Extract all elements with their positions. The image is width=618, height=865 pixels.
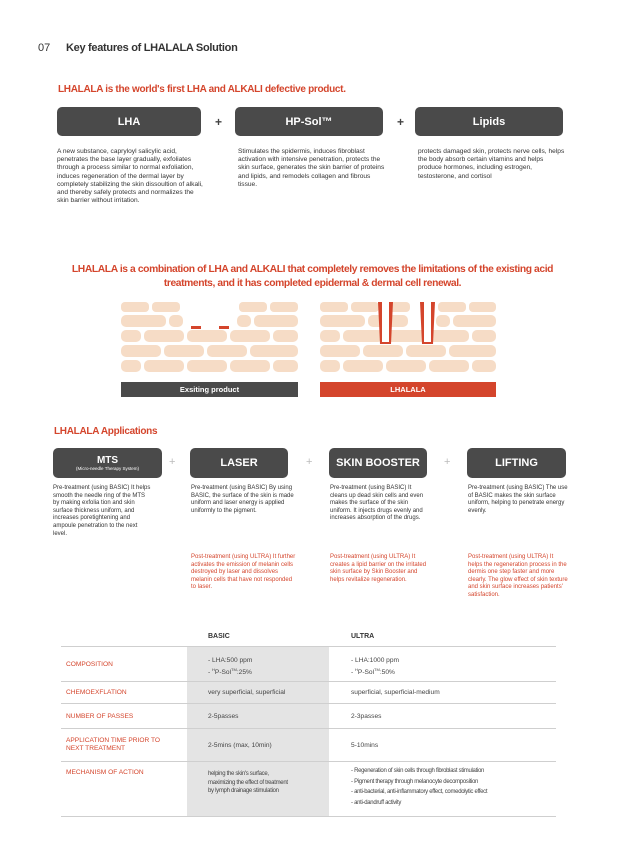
lifting-post: Post-treatment (using ULTRA) It helps the regeneration process in the dermis one step faster and more clearly. The glow effect of skin texture and skin surface increases patients' satisfaction. [468,554,568,598]
plus-icon: + [444,456,451,468]
section1-title: LHALALA is the world's first LHA and ALKALI defective product. [58,84,346,95]
hp-sol-description: Stimulates the spidermis, induces fibroblast activation with intensive penetration, protects the skin surface, generates the skin barrier of proteins and lipids, and remodels collagen and fibrous tissue. [238,148,385,188]
col-header-ultra: ULTRA [351,633,375,640]
lha-pill: LHA [57,107,201,136]
laser-pill: LASER [190,448,288,478]
plus-icon: + [306,456,313,468]
lifting-pill: LIFTING [467,448,566,478]
col-header-basic: BASIC [208,633,230,640]
lifting-pre: Pre-treatment (using BASIC) The use of BASIC makes the skin surface uniform, helping to penetrate energy evenly. [468,485,568,514]
plus-icon: + [169,456,176,468]
laser-pre: Pre-treatment (using BASIC) By using BASIC, the surface of the skin is made uniform and laser energy is applied uniformly to the pigment. [191,485,294,514]
page-title: Key features of LHALALA Solution [66,42,238,54]
table-row: CHEMOEXFLATION very superficial, superficial superficial, superficial-medium [61,682,556,704]
existing-product-illustration [121,302,298,397]
page-number: 07 [38,42,51,54]
table-row: APPLICATION TIME PRIOR TO NEXT TREATMENT 2-5mins (max, 10min) 5-10mins [61,729,556,762]
table-row: NUMBER OF PASSES 2-5passes 2-3passes [61,704,556,729]
applications-title: LHALALA Applications [54,426,158,437]
lhalala-illustration [320,302,496,397]
mts-pre: Pre-treatment (using BASIC) It helps smooth the needle ring of the MTS by making exfolia tion and skin surface thickness uniform, and increases poretightening and ampoule penetration to the next level. [53,485,151,537]
skin-booster-pre: Pre-treatment (using BASIC) It cleans up dead skin cells and even makes the surface of the skin uniform. It injects drugs evenly and increases absorption of the drugs. [330,485,424,522]
section2-title: LHALALA is a combination of LHA and ALKALI that completely removes the limitations of the existing acid treatments, and it has completed epidermal & dermal cell renewal. [71,264,554,289]
plus-icon: + [215,115,223,129]
lha-description: A new substance, capryloyl salicylic acid, penetrates the base layer gradually, exfoliates through a process similar to normal exfoliation, induces regeneration of the dermal layer by completely stabilizing the skin dissoultion of alkali, and thereby safely protects and normalizes the skin barrier without irritation. [57,148,203,205]
table-row: MECHANISM OF ACTION helping the skin's surface, maximizing the effect of treatment by lymph drainage stimulation - Regeneration of skin cells through fibroblast stimulation - Pigment therapy through melanocyte decomposition - anti-bacterial, anti-inflammatory effect, comedolytic effect - anti-dandruff activity [61,762,556,817]
skin-booster-pill: SKIN BOOSTER [329,448,427,478]
table-row: COMPOSITION - LHA:500 ppm - $^H$P-Sol™:25% - LHA:1000 ppm - $^H$P-Sol™:50% [61,647,556,682]
laser-post: Post-treatment (using ULTRA) It further activates the emission of melanin cells destroyed by laser and dissolves melanin cells that have not responded to laser. [191,554,296,591]
lipids-pill: Lipids [415,107,563,136]
lipids-description: protects damaged skin, protects nerve cells, helps the body absorb certain vitamins and helps produce hormones, including estrogen, testosterone, and cortisol [418,148,565,180]
skin-booster-post: Post-treatment (using ULTRA) It creates a lipid barrier on the irritated skin surface by Skin Booster and helps revitalize regeneration. [330,554,427,583]
lhalala-label: LHALALA [320,382,496,397]
existing-product-label: Exsiting product [121,382,298,397]
mts-pill: MTS (Micro-needle Therapy System) [53,448,162,478]
plus-icon: + [397,115,405,129]
hp-sol-pill: HP-Sol™ [235,107,383,136]
